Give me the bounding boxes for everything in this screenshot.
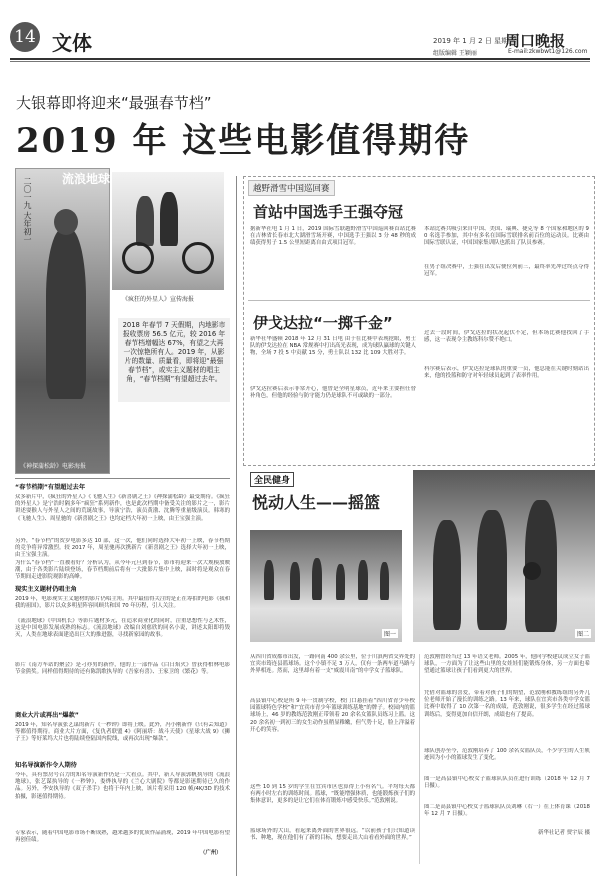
ski-section-tag: 越野滑雪中国巡回赛	[248, 180, 335, 196]
bball-col1-para-2: 高县镇中心校是所 9 年一贯制学校，校门口悬挂着“四川省青少年校园篮球特色学校”和“宜宾市青少年篮球训练基地”的牌子。校园内的篮球场上，46 岁的教练范敦刚正带领着 20 余名女篮队员练习上篮。这 20 余名初一到初三的女生动作虽稍显稚嫩，但气势十足，脸上洋溢着开心的笑容。	[250, 698, 415, 733]
movie-poster	[15, 168, 110, 474]
bball-col2-para-1: 范敦刚曾经当过 13 年语文老师。2005 年，他向学校建议成立女子篮球队，一方面为了让这些山里的女娃娃们能锻炼身体，另一方面也希望通过篮球让孩子们看到更大的世界。	[424, 654, 590, 675]
bball-col2-para-4: 图一是高县镇中心校女子篮球队队员在进行训练（2018 年 12 月 7 日摄）。	[424, 776, 590, 790]
left-para-9: 专家表示，随着中国电影市场不断成熟，越来越多的优质作品涌现，2019 年中国电影有望再创佳绩。	[15, 830, 230, 844]
left-subhead-4: 知名导演新作令人期待	[15, 762, 77, 769]
player-figure	[380, 562, 389, 600]
player-figure	[264, 560, 274, 600]
editor-credit: 组版编辑 王颖丽	[433, 50, 477, 57]
header-rule-thin	[10, 61, 590, 62]
lead-headline: 2019 年 这些电影值得期待	[16, 121, 471, 161]
left-para-4: 2019 年，电影现实主义题材的影片仍唱主角。其中最值得关注的是正在筹拍的电影《我和我的祖国》，影片以众多明星阵容回顾共和国 70 年历程，引人关注。	[15, 596, 230, 610]
bike-wheel-rear	[182, 242, 214, 274]
bball-col1-para-1: 从四川省成都市出发，一路向南 400 余公里，位于川滇两省交界处的宜宾市筠连县篮球场。这个小镇不足 3 万人，仅有一条两车道马路与外界相连。然而，这里却有着一支“威震川南”的中学女子篮球队。	[250, 654, 415, 675]
curling-para-1: 新华社华盛顿 2018 年 12 月 31 日电 由于在比赛中表现抢眼，勇士队的伊戈达拉在 NBA 常规赛中打出高光表现，成为球队赢球的关键人物，全场 7 投 5 中贡献 15 分，勇士队以 132 比 109 大胜对手。	[250, 336, 416, 357]
stat-highlight-box: 2018 年春节 7 天假期，内地影市报收票房 56.5 亿元，较 2016 年春节档增幅达 67%，有望之大再一次惊艳所有人。2019 年，从影片的数量、质量看，即将迎“最强春节档”，或实主义题材的唱主角，“春节档期”有望超过去年。	[118, 318, 230, 402]
left-para-1: 众多新片中，《疯狂的外星人》《飞驰人生》《新喜剧之王》《神探蒲松龄》最受期待。《疯狂的外星人》是宁浩时隔多年“疯狂”系列新作，也是此次档期中备受关注的影片之一，影片讲述耍猴人与外星人之间的荒诞故事，导演宁浩，演员黄渤、沈腾等重量级演员。韩寒的《飞驰人生》、周星驰的《新喜剧之王》也均定档大年初一上映，由王宝强主演。	[15, 494, 230, 522]
bball-col1-para-3: 这些 10 到 15 岁的学生在宜宾市区也算得上小有名气。平均每天都有两小时左右的训练时间。篮球，“既能增强体质，也能锻炼孩子们的集体意识，更多的是让它们在体育锻炼中感受快乐。”范敦刚说。	[250, 784, 415, 805]
left-para-6: 影片《南方车站的聚会》是刁亦男的新作，他的上一部作品《白日焰火》曾获得柏林电影节金熊奖。同样值得期待的还有陈凯歌执导的《吾家有喜》、王家卫的《繁花》等。	[15, 662, 230, 676]
ski-para-2: 本站比赛共吸引来自中国、美国、瑞典、捷克等 8 个国家和地区的 90 名选手参加，其中有多名在国际雪联排名前百位的运动员。比赛由国际雪联认证，中国国家集训队也派出了队员参赛。	[424, 226, 589, 247]
column-divider-main	[236, 176, 237, 876]
left-subhead-1: “春节档期”有望超过去年	[15, 484, 86, 491]
editor-email: E-mail:zkwbwt1@126.com	[508, 48, 588, 55]
poster-title: 流浪地球	[62, 172, 111, 186]
lead-bottom-rule	[15, 478, 230, 479]
photo-credit: 新华社记者 贾宇辰 摄	[538, 830, 590, 836]
left-para-8: 今年，具有票房号召力的知名导演新作仍是一大看点。其中，新人导演郭帆执导的《流浪地球》，张艺谋执导的《一秒钟》，娄烨执导的《兰心大剧院》等都是影迷期待已久的作品。另外，李安执导的《双子杀手》也将于年内上映，该片将采用 120 帧/4K/3D 的技术拍摄，影迷值得期待。	[15, 772, 230, 800]
section-title: 文体	[52, 31, 92, 55]
column-divider-bball	[419, 654, 420, 864]
basketball-training-photo	[250, 530, 402, 642]
issue-date: 2019 年 1 月 2 日 星期三	[433, 37, 516, 45]
bike-photo	[112, 172, 224, 290]
ski-headline: 首站中国选手王强夺冠	[253, 203, 404, 221]
lead-kicker: 大银幕即将迎来“最强春节档”	[16, 94, 212, 112]
ski-curling-divider	[248, 300, 590, 301]
basketball-class-photo	[413, 470, 595, 642]
ski-para-1: 据新华社电 1 月 1 日，2019 国际雪联越野滑雪中国巡回赛首站比赛在吉林省长春市北大湖滑雪场开赛，中国选手王强以 3 分 48 秒的成绩获得男子 1.5 公里短距离自由式项目冠军。	[250, 226, 416, 247]
player-figure	[312, 558, 322, 600]
bike-rider-2	[160, 192, 178, 246]
bball-col2-para-2: 凭借对篮球的喜爱，带着对孩子们的期望，范敦刚和教练组的另外几位老师开始了漫长的训练之路。13 年来，球队在宜宾市各类中学女篮比赛中取得了 10 次第一名的成绩，范敦刚说，很多学生在经过篮球训练后，变得更加自信开朗，成绩也有了提高。	[424, 690, 590, 718]
left-para-2: 另外，“春节档”的贺岁电影多达 10 部，这一次，他们同时选择大年初一上映，春节档期的竞争将异常激烈。较 2017 年，周星驰再次携新片《新喜剧之王》选择大年初一上映，由王宝强主演。	[15, 538, 230, 559]
bball-col2-para-3: 球队创办至今，范敦刚培养了 100 余名女篮队员，不少学生的人生轨迹因为小小的篮球发生了变化。	[424, 748, 590, 762]
left-para-3: 为什么“春节档”一直被看好？分析认为，从今年元旦到春节，影市将迎来一次大规模放映潮，由于各类影片陆续登场，春节档期前后将有一大批影片集中上映，届时将是观众在春节期间走进影院观影的高峰。	[15, 560, 230, 581]
poster-figure-head	[54, 209, 78, 235]
poster-caption: 《神探蒲松龄》电影海报	[20, 463, 87, 470]
left-subhead-2: 现实主义题材仍唱主角	[15, 586, 77, 593]
fitness-tag: 全民健身	[250, 472, 294, 487]
bike-rider-1	[136, 196, 154, 246]
poster-figure	[46, 229, 86, 399]
bball-col2-para-5: 图二是高县镇中心校女子篮球队队员刘琳（右一）在上体育课（2018 年 12 月 7 日摄）。	[424, 804, 590, 818]
student-figure	[433, 520, 461, 630]
curling-para-4: 科尔赛后表示，伊戈达拉是球队的重要一员，他总能在关键时刻站出来，他的投篮和防守对年轻球员起到了表率作用。	[424, 366, 589, 380]
header-rule	[10, 58, 590, 60]
curling-para-2: 伊戈达拉赛后表示非常开心，他曾是全明星球员，近年来主要担任替补角色，但他的经验与防守能力仍是球队不可或缺的一部分。	[250, 386, 416, 400]
photo-tag-1: 图一	[383, 631, 396, 638]
ski-para-3: 在男子组决赛中，王强在出发后便位列前三，最终率先冲过终点夺得冠军。	[424, 264, 589, 278]
bike-wheel-front	[122, 242, 154, 274]
curling-headline: 伊戈达拉“一掷千金”	[253, 314, 393, 332]
poster-vertical-text: 二〇一九 大年初一	[23, 177, 32, 244]
left-para-7: 2019 年，知名导演张艺谋的新片《一秒钟》即将上映。此外，冯小刚新作《只有芸知道》等都值得期待。商业大片方面，《复仇者联盟 4》《阿丽塔：战斗天使》《星球大战 9》《狮子王》等好莱坞大片也将陆续登陆国内院线，或再次出现“爆款”。	[15, 722, 230, 743]
student-figure	[477, 510, 507, 630]
player-figure	[290, 562, 300, 600]
player-figure	[336, 564, 345, 600]
photo-tag-2: 图二	[576, 631, 589, 638]
page-number: 14	[10, 22, 40, 52]
curling-para-3: 过去一段时间，伊戈达拉的状况起伏不定，但本场比赛他找回了手感，这一表现令主教练科尔赞不绝口。	[424, 330, 589, 344]
left-para-5: 《流浪地球》《中国机长》等影片题材多元，在追求商业化的同时，注重思想性与艺术性，这是中国电影发展成熟的标志。《流浪地球》改编自刘慈欣的同名小说，讲述太阳即将毁灭，人类在地球表面建造出巨大的推进器，寻找新家园的故事。	[15, 618, 230, 639]
bball-col1-para-4: 篮球场外的大山，看起来离外面的世界很远。“以前孩子们只知道读书、种地，现在他们有了新的目标，想要走出大山看看外面的世界。”	[250, 828, 415, 842]
left-subhead-3: 商业大片或再出“爆款”	[15, 712, 79, 719]
player-figure	[358, 560, 368, 600]
bike-photo-caption: 《疯狂的外星人》宣传海报	[122, 296, 195, 303]
newspaper-brand: 周口晚报	[505, 32, 566, 50]
basketball-ball	[523, 562, 541, 580]
left-footer: （广州）	[200, 850, 222, 856]
basketball-headline: 悦动人生——摇篮	[252, 493, 381, 512]
